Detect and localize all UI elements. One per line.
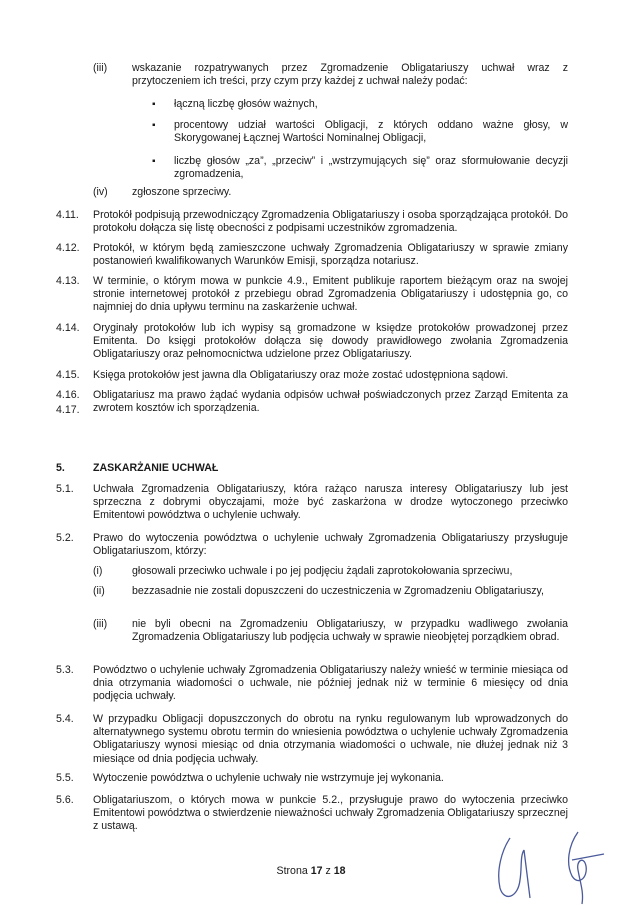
paragraph-number: 5.2. xyxy=(56,532,74,544)
paragraph-number: 5.1. xyxy=(56,483,74,495)
paragraph-text: W przypadku Obligacji dopuszczonych do obrotu na rynku regulowanym lub wprowadzonych do alternatywnego systemu obrotu termin do wniesienia powództwa o uchylenie uchwały Zgromadzenia Obligatariuszy wynosi miesiąc od dnia otrzymania wiadomości o uchwale, nie dłużej jednak niż 3 miesiące od dnia podjęcia uchwały. xyxy=(93,713,568,765)
list-marker: (iv) xyxy=(93,186,108,198)
paragraph-number: 4.14. xyxy=(56,322,80,334)
section-title: ZASKARŻANIE UCHWAŁ xyxy=(93,462,219,474)
bullet-icon: ▪ xyxy=(152,156,156,167)
bullet-item: łączną liczbę głosów ważnych, xyxy=(174,98,318,110)
list-item-text: głosowali przeciwko uchwale i po jej podjęciu żądali zaprotokołowania sprzeciwu, xyxy=(132,565,513,577)
paragraph-number: 5.6. xyxy=(56,794,74,806)
list-marker: (ii) xyxy=(93,585,105,597)
signature-initials xyxy=(480,820,620,910)
bullet-icon: ▪ xyxy=(152,120,156,131)
paragraph-text: Obligatariuszom, o których mowa w punkcie 5.2., przysługuje prawo do wytoczenia przeciwko Emitentowi powództwa o stwierdzenie nieważności uchwały Zgromadzenia Obligatariuszy sprzecznej z ustawą. xyxy=(93,794,568,833)
list-item-text: nie byli obecni na Zgromadzeniu Obligatariuszy, w przypadku wadliwego zwołania Zgromadzenia Obligatariuszy lub podjęcia uchwały w sprawie nieobjętej porządkiem obrad. xyxy=(132,618,568,644)
list-marker: (i) xyxy=(93,565,103,577)
paragraph-number: 4.12. xyxy=(56,242,80,254)
paragraph-text: Protokół podpisują przewodniczący Zgromadzenia Obligatariuszy i osoba sporządzająca protokół. Do protokołu dołącza się listę obecności z podpisami uczestników zgromadzenia. xyxy=(93,209,568,235)
bullet-item: liczbę głosów „za”, „przeciw” i „wstrzymujących się” oraz sformułowanie decyzji zgromadzenia, xyxy=(174,155,568,181)
paragraph-text: W terminie, o którym mowa w punkcie 4.9., Emitent publikuje raportem bieżącym oraz na swojej stronie internetowej protokół z przebiegu obrad Zgromadzenia Obligatariuszy i udostępnia go, co najmniej do dnia upływu terminu na zaskarżenie uchwał. xyxy=(93,275,568,314)
list-marker: (iii) xyxy=(93,62,108,74)
footer-label: Strona xyxy=(276,865,308,877)
paragraph-text: Księga protokołów jest jawna dla Obligatariuszy oraz może zostać udostępniona sądowi. xyxy=(93,369,509,381)
paragraph-number: 4.13. xyxy=(56,275,80,287)
paragraph-number: 4.16. xyxy=(56,389,80,401)
paragraph-text: Wytoczenie powództwa o uchylenie uchwały nie wstrzymuje jej wykonania. xyxy=(93,772,444,784)
paragraph-text: Uchwała Zgromadzenia Obligatariuszy, która rażąco narusza interesy Obligatariuszy lub jest sprzeczna z dobrymi obyczajami, może być zaskarżona w drodze wytoczonego przeciwko Emitentowi powództwa o uchylenie uchwały. xyxy=(93,483,568,522)
bullet-icon: ▪ xyxy=(152,99,156,110)
paragraph-number: 5.5. xyxy=(56,772,74,784)
list-item-text: bezzasadnie nie zostali dopuszczeni do uczestniczenia w Zgromadzeniu Obligatariuszy, xyxy=(132,585,545,597)
footer-separator: z xyxy=(325,865,331,877)
paragraph-text: Obligatariusz ma prawo żądać wydania odpisów uchwał poświadczonych przez Zarząd Emitenta za zwrotem kosztów ich sporządzenia. xyxy=(93,389,568,415)
section-number: 5. xyxy=(56,462,65,474)
list-item-text: zgłoszone sprzeciwy. xyxy=(132,186,232,198)
paragraph-number: 5.3. xyxy=(56,664,74,676)
list-item-text: wskazanie rozpatrywanych przez Zgromadzenie Obligatariuszy uchwał wraz z przytoczeniem ich treści, przy czym przy każdej z uchwał należy podać: xyxy=(132,62,568,88)
paragraph-number: 4.11. xyxy=(56,209,79,221)
paragraph-text: Protokół, w którym będą zamieszczone uchwały Zgromadzenia Obligatariuszy w sprawie zmiany postanowień kwalifikowanych Warunków Emisji, sporządza notariusz. xyxy=(93,242,568,268)
bullet-item: procentowy udział wartości Obligacji, z których oddano ważne głosy, w Skorygowanej Łącznej Wartości Nominalnej Obligacji, xyxy=(174,119,568,145)
total-pages-number: 18 xyxy=(333,865,346,877)
paragraph-text: Powództwo o uchylenie uchwały Zgromadzenia Obligatariuszy należy wnieść w terminie miesiąca od dnia otrzymania wiadomości o uchwale, nie później jednak niż w terminie 6 miesięcy od dnia podjęcia uchwały. xyxy=(93,664,568,703)
paragraph-text: Prawo do wytoczenia powództwa o uchylenie uchwały Zgromadzenia Obligatariuszy przysługuje Obligatariuszom, którzy: xyxy=(93,532,568,558)
paragraph-number: 5.4. xyxy=(56,713,74,725)
current-page-number: 17 xyxy=(310,865,323,877)
paragraph-text: Oryginały protokołów lub ich wypisy są gromadzone w księdze protokołów prowadzonej przez Emitenta. Do księgi protokołów dołącza się dowody prawidłowego zwołania Zgromadzenia Obligatariuszy oraz pełnomocnictwa udzielone przez Obligatariuszy. xyxy=(93,322,568,361)
paragraph-number: 4.15. xyxy=(56,369,80,381)
paragraph-number: 4.17. xyxy=(56,404,80,416)
list-marker: (iii) xyxy=(93,618,108,630)
